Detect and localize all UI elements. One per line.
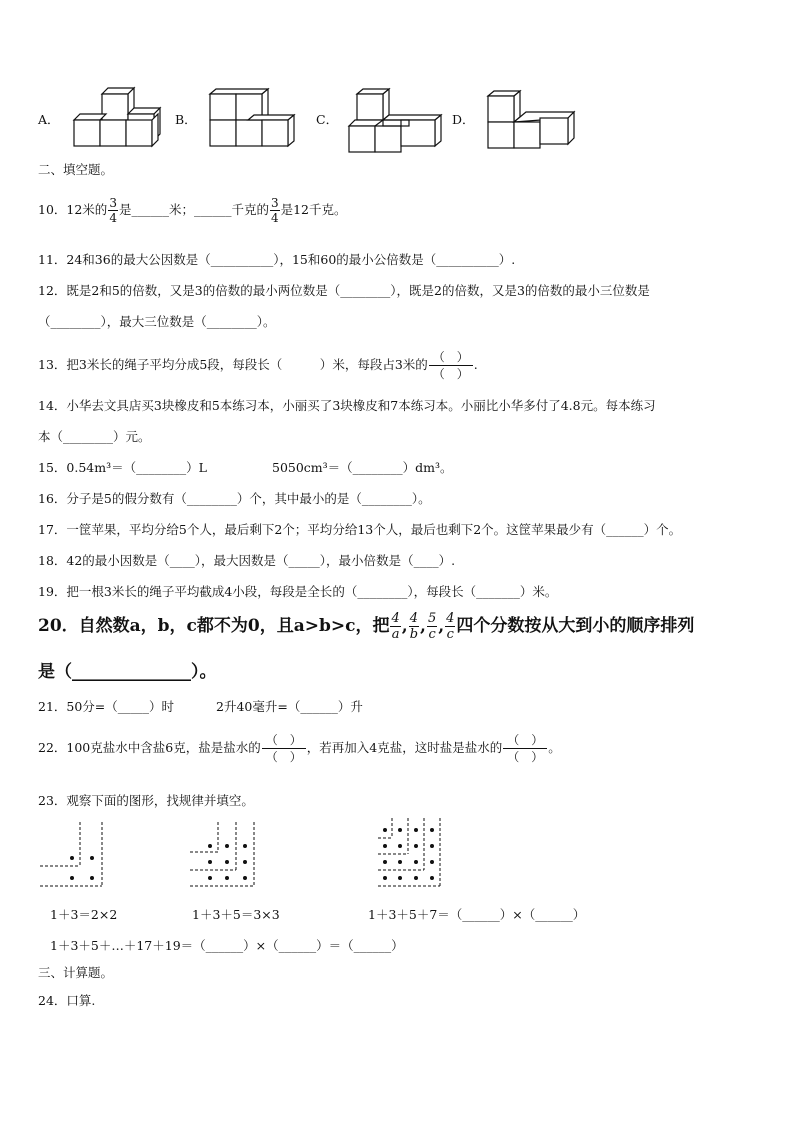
option-d-label: D． — [452, 112, 475, 127]
dot-pattern-1 — [40, 822, 106, 888]
q20-text-1: 20．自然数a，b，c都不为0，且a>b>c，把 — [38, 616, 390, 636]
question-11: 11．24和36的最大公因数是（__________），15和60的最小公倍数是（__________）. — [38, 252, 516, 267]
question-20-line-1: 20．自然数a，b，c都不为0，且a>b>c，把 $\frac{4}{a}$ , $\frac{4}{b}$ , $\frac{5}{c}$ , $\frac{4}{c}$ 四个分数按从大到小的顺序排列 — [38, 611, 695, 642]
q10-text-2: 是______米；______千克的 — [118, 202, 269, 217]
q22-fraction-2: $\frac{( )}{( )}$ — [503, 732, 547, 765]
q22-fraction-1: $\frac{( )}{( )}$ — [262, 732, 306, 765]
question-15-part-2: 5050cm³＝（________）dm³。 — [272, 460, 453, 475]
question-10 — [38, 193, 347, 227]
q22-text-3: 。 — [548, 740, 561, 755]
question-22 — [38, 727, 561, 769]
option-a-label: A． — [38, 112, 60, 127]
question-14-line-1: 14．小华去文具店买3块橡皮和5本练习本，小丽买了3块橡皮和7本练习本。小丽比小华多付了4.8元。每本练习 — [38, 398, 656, 413]
question-19: 19．把一根3米长的绳子平均截成4小段，每段是全长的（________），每段长（_______）米。 — [38, 584, 558, 599]
q22-text-1: 22．100克盐水中含盐6克，盐是盐水的 — [38, 740, 261, 755]
question-17: 17．一筐苹果，平均分给5个人，最后剩下2个；平均分给13个人，最后也剩下2个。这筐苹果最少有（______）个。 — [38, 522, 682, 537]
q20-fraction-3: $\frac{5}{c}$ — [427, 611, 437, 642]
q13-fraction: $\frac{( )}{( )}$ — [429, 349, 473, 382]
question-12-line-2: （________），最大三位数是（________）。 — [38, 314, 276, 329]
question-12-line-1: 12．既是2和5的倍数，又是3的倍数的最小两位数是（________），既是2的倍数，又是3的倍数的最小三位数是 — [38, 283, 650, 298]
question-13 — [38, 347, 478, 383]
q20-text-2: 四个分数按从大到小的顺序排列 — [456, 616, 695, 636]
question-23: 23．观察下面的图形，找规律并填空。 — [38, 793, 254, 808]
cube-figure-a — [72, 86, 162, 148]
q10-number: 10． — [38, 202, 67, 217]
q20-fraction-1: $\frac{4}{a}$ — [391, 611, 400, 642]
question-18: 18．42的最小因数是（____），最大因数是（_____），最小倍数是（____）. — [38, 553, 456, 568]
q13-text-2: . — [473, 357, 478, 372]
question-16: 16．分子是5的假分数有（________）个，其中最小的是（________）。 — [38, 491, 431, 506]
question-21-part-1: 21．50分=（_____）时 — [38, 699, 175, 714]
q13-text-1: 13．把3米长的绳子平均分成5段，每段长（ ）米，每段占3米的 — [38, 357, 428, 372]
option-c-label: C． — [316, 112, 339, 127]
question-24: 24．口算. — [38, 993, 96, 1008]
pattern-caption-2: 1＋3＋5＝3×3 — [192, 907, 280, 922]
q10-fraction-2: $\frac{3}{4}$ — [270, 196, 279, 225]
cube-figure-c — [345, 86, 445, 154]
dot-pattern-3 — [378, 818, 448, 890]
question-20-line-2: 是（______________）。 — [38, 662, 217, 682]
q10-text-3: 是12千克。 — [280, 202, 347, 217]
pattern-caption-3: 1＋3＋5＋7＝（______）×（______） — [368, 907, 586, 922]
q10-fraction-1: $\frac{3}{4}$ — [109, 196, 117, 225]
q22-text-2: ，若再加入4克盐，这时盐是盐水的 — [306, 740, 503, 755]
q20-fraction-2: $\frac{4}{b}$ — [409, 611, 419, 642]
q10-text-1: 12米的 — [66, 202, 108, 217]
pattern-caption-1: 1＋3＝2×2 — [50, 907, 118, 922]
pattern-caption-4: 1＋3＋5＋…＋17＋19＝（______）×（______）＝（______） — [50, 938, 404, 953]
question-15-part-1: 15．0.54m³＝（________）L — [38, 460, 207, 475]
question-21-part-2: 2升40毫升=（______）升 — [216, 699, 363, 714]
cube-figure-b — [208, 88, 300, 150]
question-14-line-2: 本（________）元。 — [38, 429, 151, 444]
section-3-heading: 三、计算题。 — [38, 965, 114, 980]
dot-pattern-2 — [190, 822, 262, 888]
cube-figure-d — [484, 90, 580, 152]
option-b-label: B． — [175, 112, 197, 127]
section-2-heading: 二、填空题。 — [38, 162, 114, 177]
q20-fraction-4: $\frac{4}{c}$ — [446, 611, 455, 642]
